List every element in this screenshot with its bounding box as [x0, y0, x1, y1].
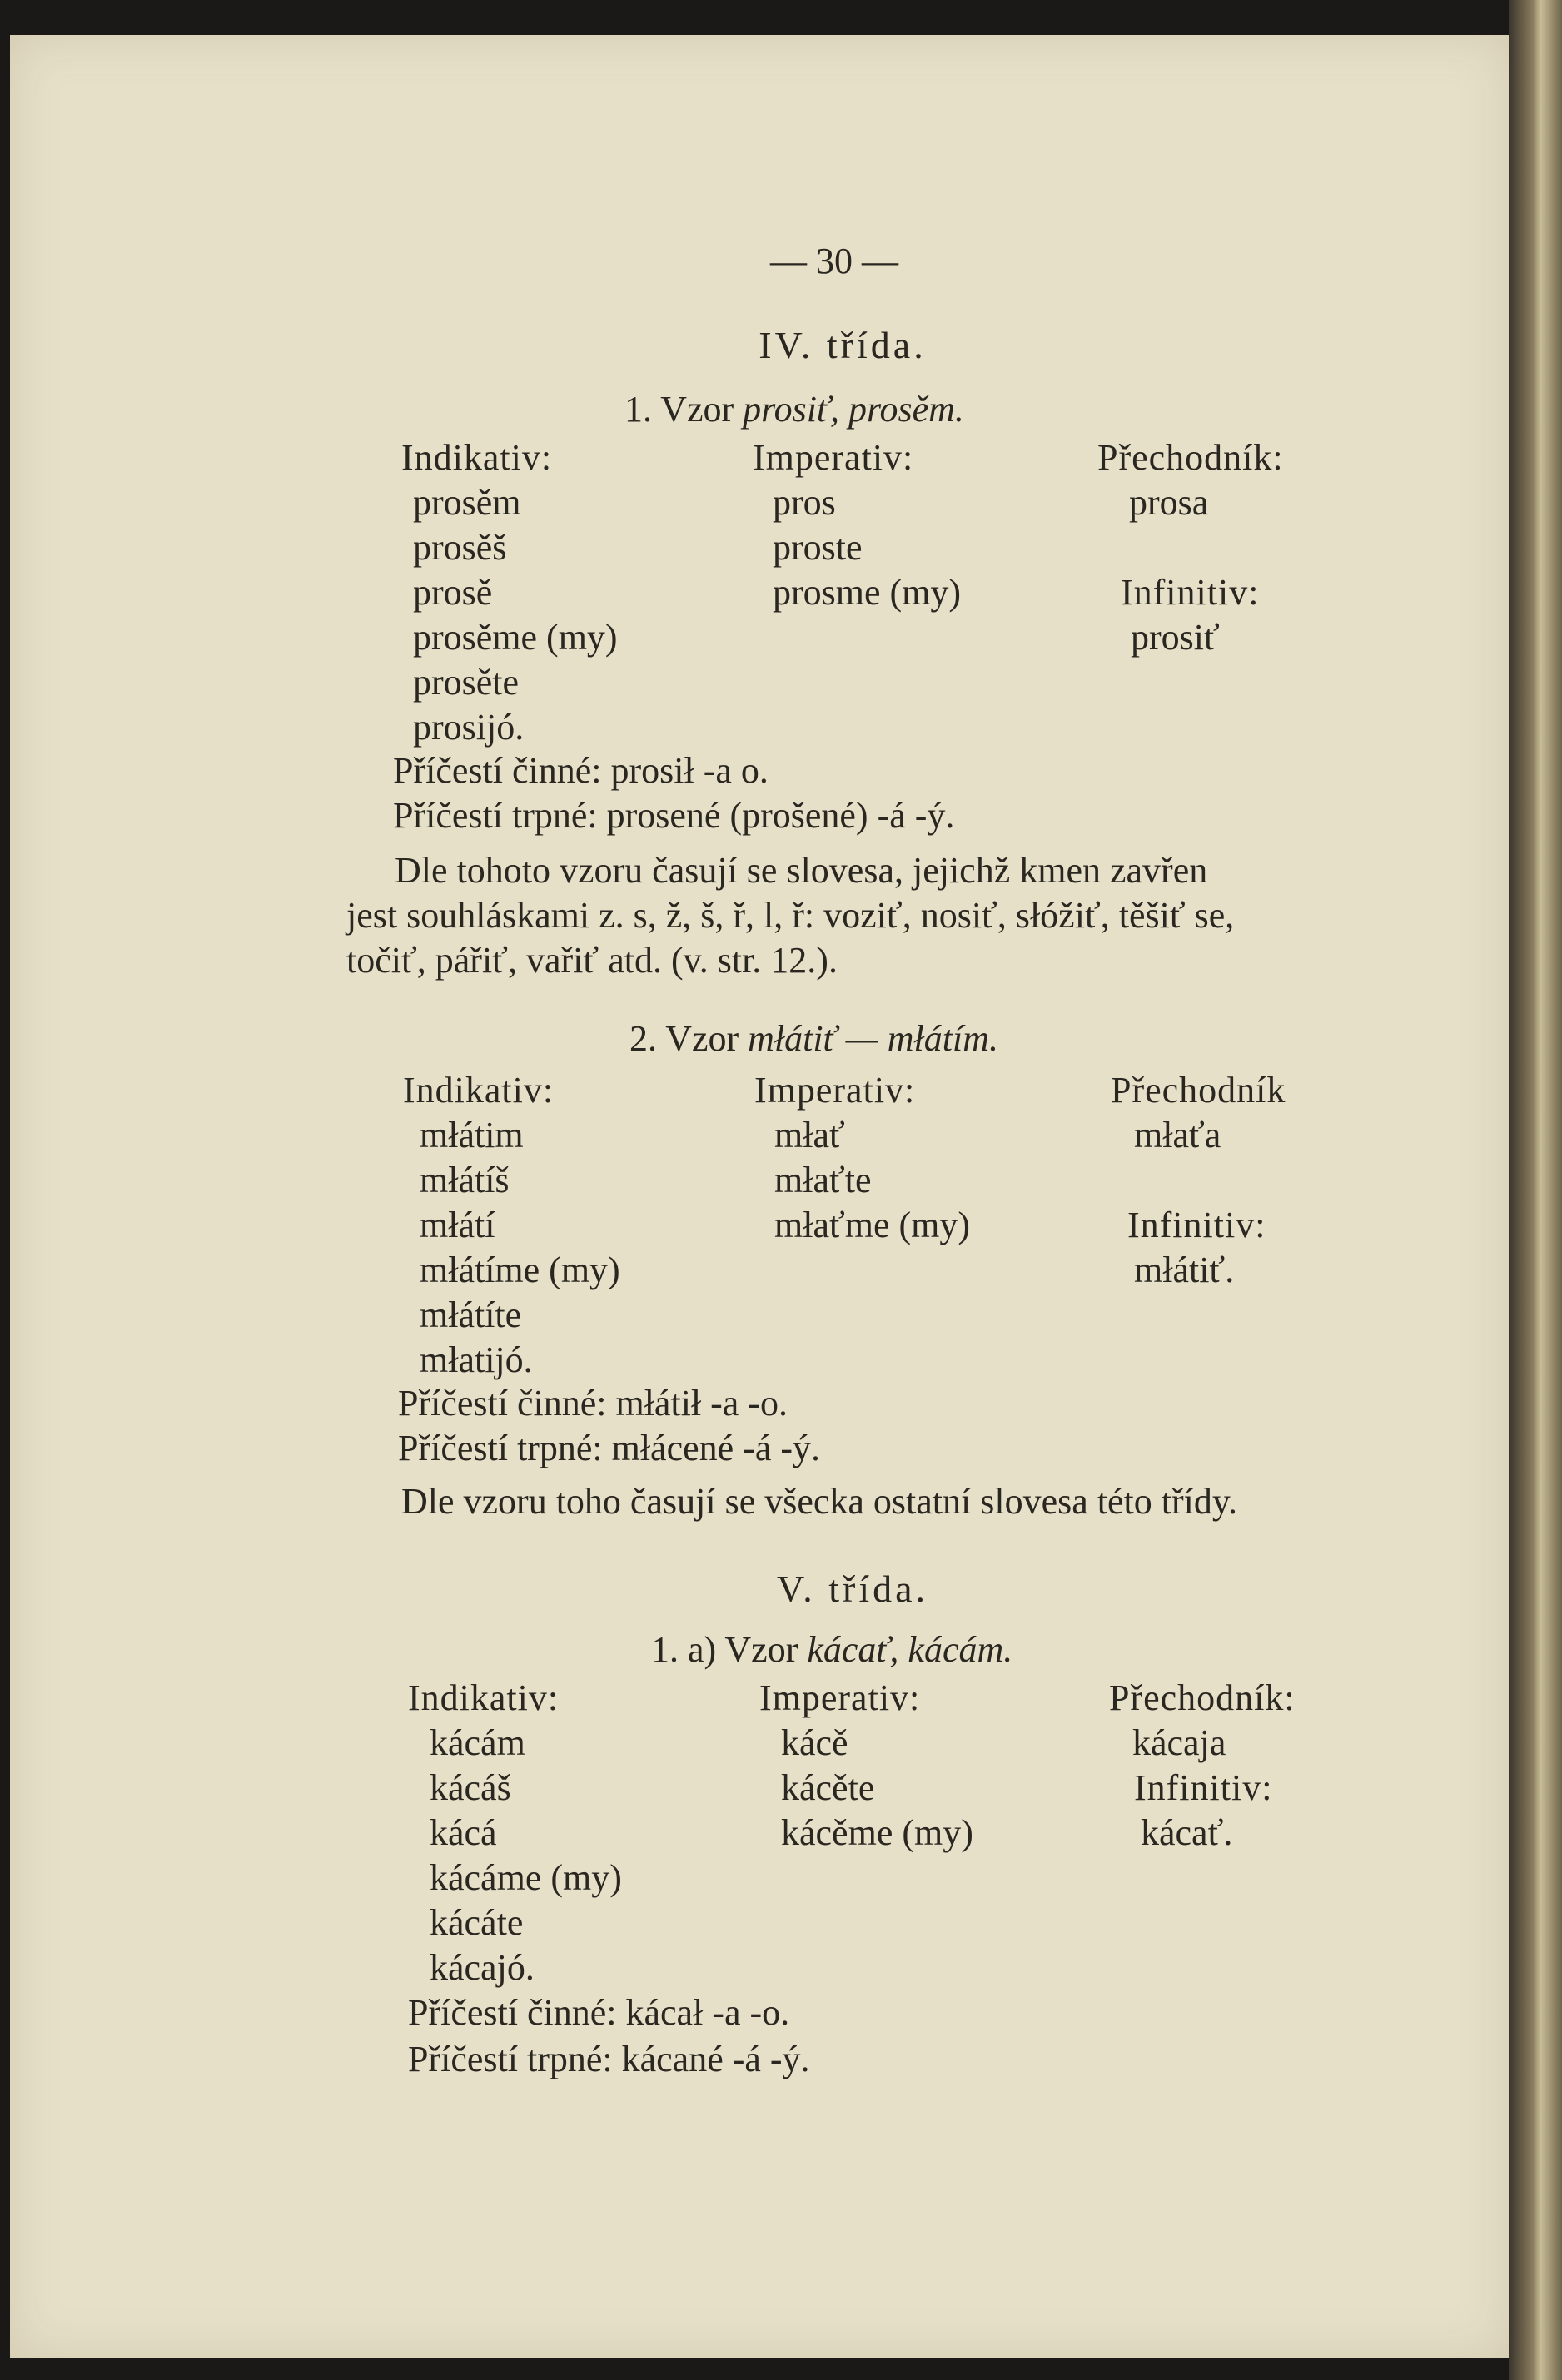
pattern-note-line: jest souhláskami z. s, ž, š, ř, l, ř: voziť, nosiť, słóžiť, těšiť se, — [346, 895, 1235, 936]
pattern-title — [624, 391, 964, 428]
indicative-form: prosijó. — [413, 707, 525, 748]
indicative-form: prosěm — [413, 482, 521, 523]
imperative-title: Imperativ: — [753, 437, 914, 478]
pattern-note-line: Dle tohoto vzoru časují se slovesa, jejichž kmen zavřen — [395, 850, 1208, 891]
pattern-title — [651, 1629, 1013, 1670]
transgressive-form: prosa — [1129, 482, 1209, 523]
transgressive-form: młaťa — [1134, 1115, 1221, 1155]
pattern-label: 1. Vzor — [624, 389, 734, 430]
participle-active: Příčestí činné: kácał -a -o. — [408, 1992, 790, 2033]
transgressive-title: Přechodník: — [1109, 1677, 1296, 1718]
indicative-form: kácá — [430, 1812, 497, 1853]
imperative-title: Imperativ: — [754, 1070, 916, 1111]
imperative-form: młaťme (my) — [774, 1205, 971, 1245]
imperative-form: kácěme (my) — [781, 1812, 973, 1853]
indicative-form: prosěme (my) — [413, 617, 618, 658]
indicative-form: kácáme (my) — [430, 1857, 622, 1898]
indicative-title: Indikativ: — [408, 1677, 560, 1718]
participle-passive: Příčestí trpné: kácané -á -ý. — [408, 2039, 810, 2079]
indicative-form: prosě — [413, 572, 493, 613]
infinitive-form: młátiť. — [1134, 1250, 1235, 1290]
transgressive-title: Přechodník: — [1097, 437, 1284, 478]
indicative-form: kácám — [430, 1722, 525, 1763]
imperative-form: proste — [773, 527, 863, 568]
pattern-label: 1. a) Vzor — [651, 1629, 798, 1670]
imperative-form: pros — [773, 482, 836, 523]
participle-active: Příčestí činné: młátił -a -o. — [398, 1383, 788, 1424]
pattern-label: 2. Vzor — [629, 1018, 739, 1059]
indicative-form: prosěš — [413, 527, 507, 568]
indicative-form: kácajó. — [430, 1947, 535, 1988]
book-edge — [1509, 0, 1562, 2380]
infinitive-title: Infinitiv: — [1127, 1205, 1266, 1245]
section-heading-v: V. třída. — [776, 1568, 929, 1610]
section-heading-iv: IV. třída. — [759, 324, 927, 366]
indicative-form: kácáš — [430, 1767, 511, 1808]
pattern-verb: młátiť — młátím. — [748, 1018, 998, 1059]
infinitive-form: prosiť — [1131, 617, 1220, 658]
imperative-form: kácě — [781, 1722, 848, 1763]
indicative-title: Indikativ: — [401, 437, 553, 478]
infinitive-title: Infinitiv: — [1134, 1767, 1273, 1808]
pattern-note: Dle vzoru toho časují se všecka ostatní slovesa této třídy. — [401, 1481, 1238, 1522]
infinitive-form: kácať. — [1141, 1812, 1233, 1853]
pattern-title — [629, 1018, 998, 1059]
participle-active: Příčestí činné: prosił -a o. — [393, 750, 769, 791]
pattern-verb: prosiť, prosěm. — [743, 389, 964, 430]
page-number: — 30 — — [770, 241, 898, 281]
imperative-form: młaťte — [774, 1160, 872, 1200]
imperative-title: Imperativ: — [759, 1677, 921, 1718]
indicative-form: młátíme (my) — [420, 1250, 620, 1290]
pattern-verb: kácať, kácám. — [807, 1629, 1013, 1670]
indicative-form: prosěte — [413, 662, 520, 703]
indicative-form: młátim — [420, 1115, 524, 1155]
pattern-note-line: točiť, pářiť, vařiť atd. (v. str. 12.). — [346, 940, 838, 981]
indicative-form: młátíš — [420, 1160, 510, 1200]
participle-passive: Příčestí trpné: prosené (prošené) -á -ý. — [393, 795, 955, 836]
infinitive-title: Infinitiv: — [1121, 572, 1260, 613]
imperative-form: młať — [774, 1115, 845, 1155]
imperative-form: prosme (my) — [773, 572, 962, 613]
transgressive-title: Přechodník — [1111, 1070, 1286, 1111]
indicative-form: młatijó. — [420, 1339, 533, 1380]
imperative-form: kácěte — [781, 1767, 875, 1808]
indicative-form: kácáte — [430, 1902, 524, 1943]
participle-passive: Příčestí trpné: młácené -á -ý. — [398, 1428, 821, 1468]
indicative-form: młátíte — [420, 1294, 522, 1335]
indicative-form: młátí — [420, 1205, 495, 1245]
transgressive-form: kácaja — [1132, 1722, 1226, 1763]
indicative-title: Indikativ: — [403, 1070, 555, 1111]
